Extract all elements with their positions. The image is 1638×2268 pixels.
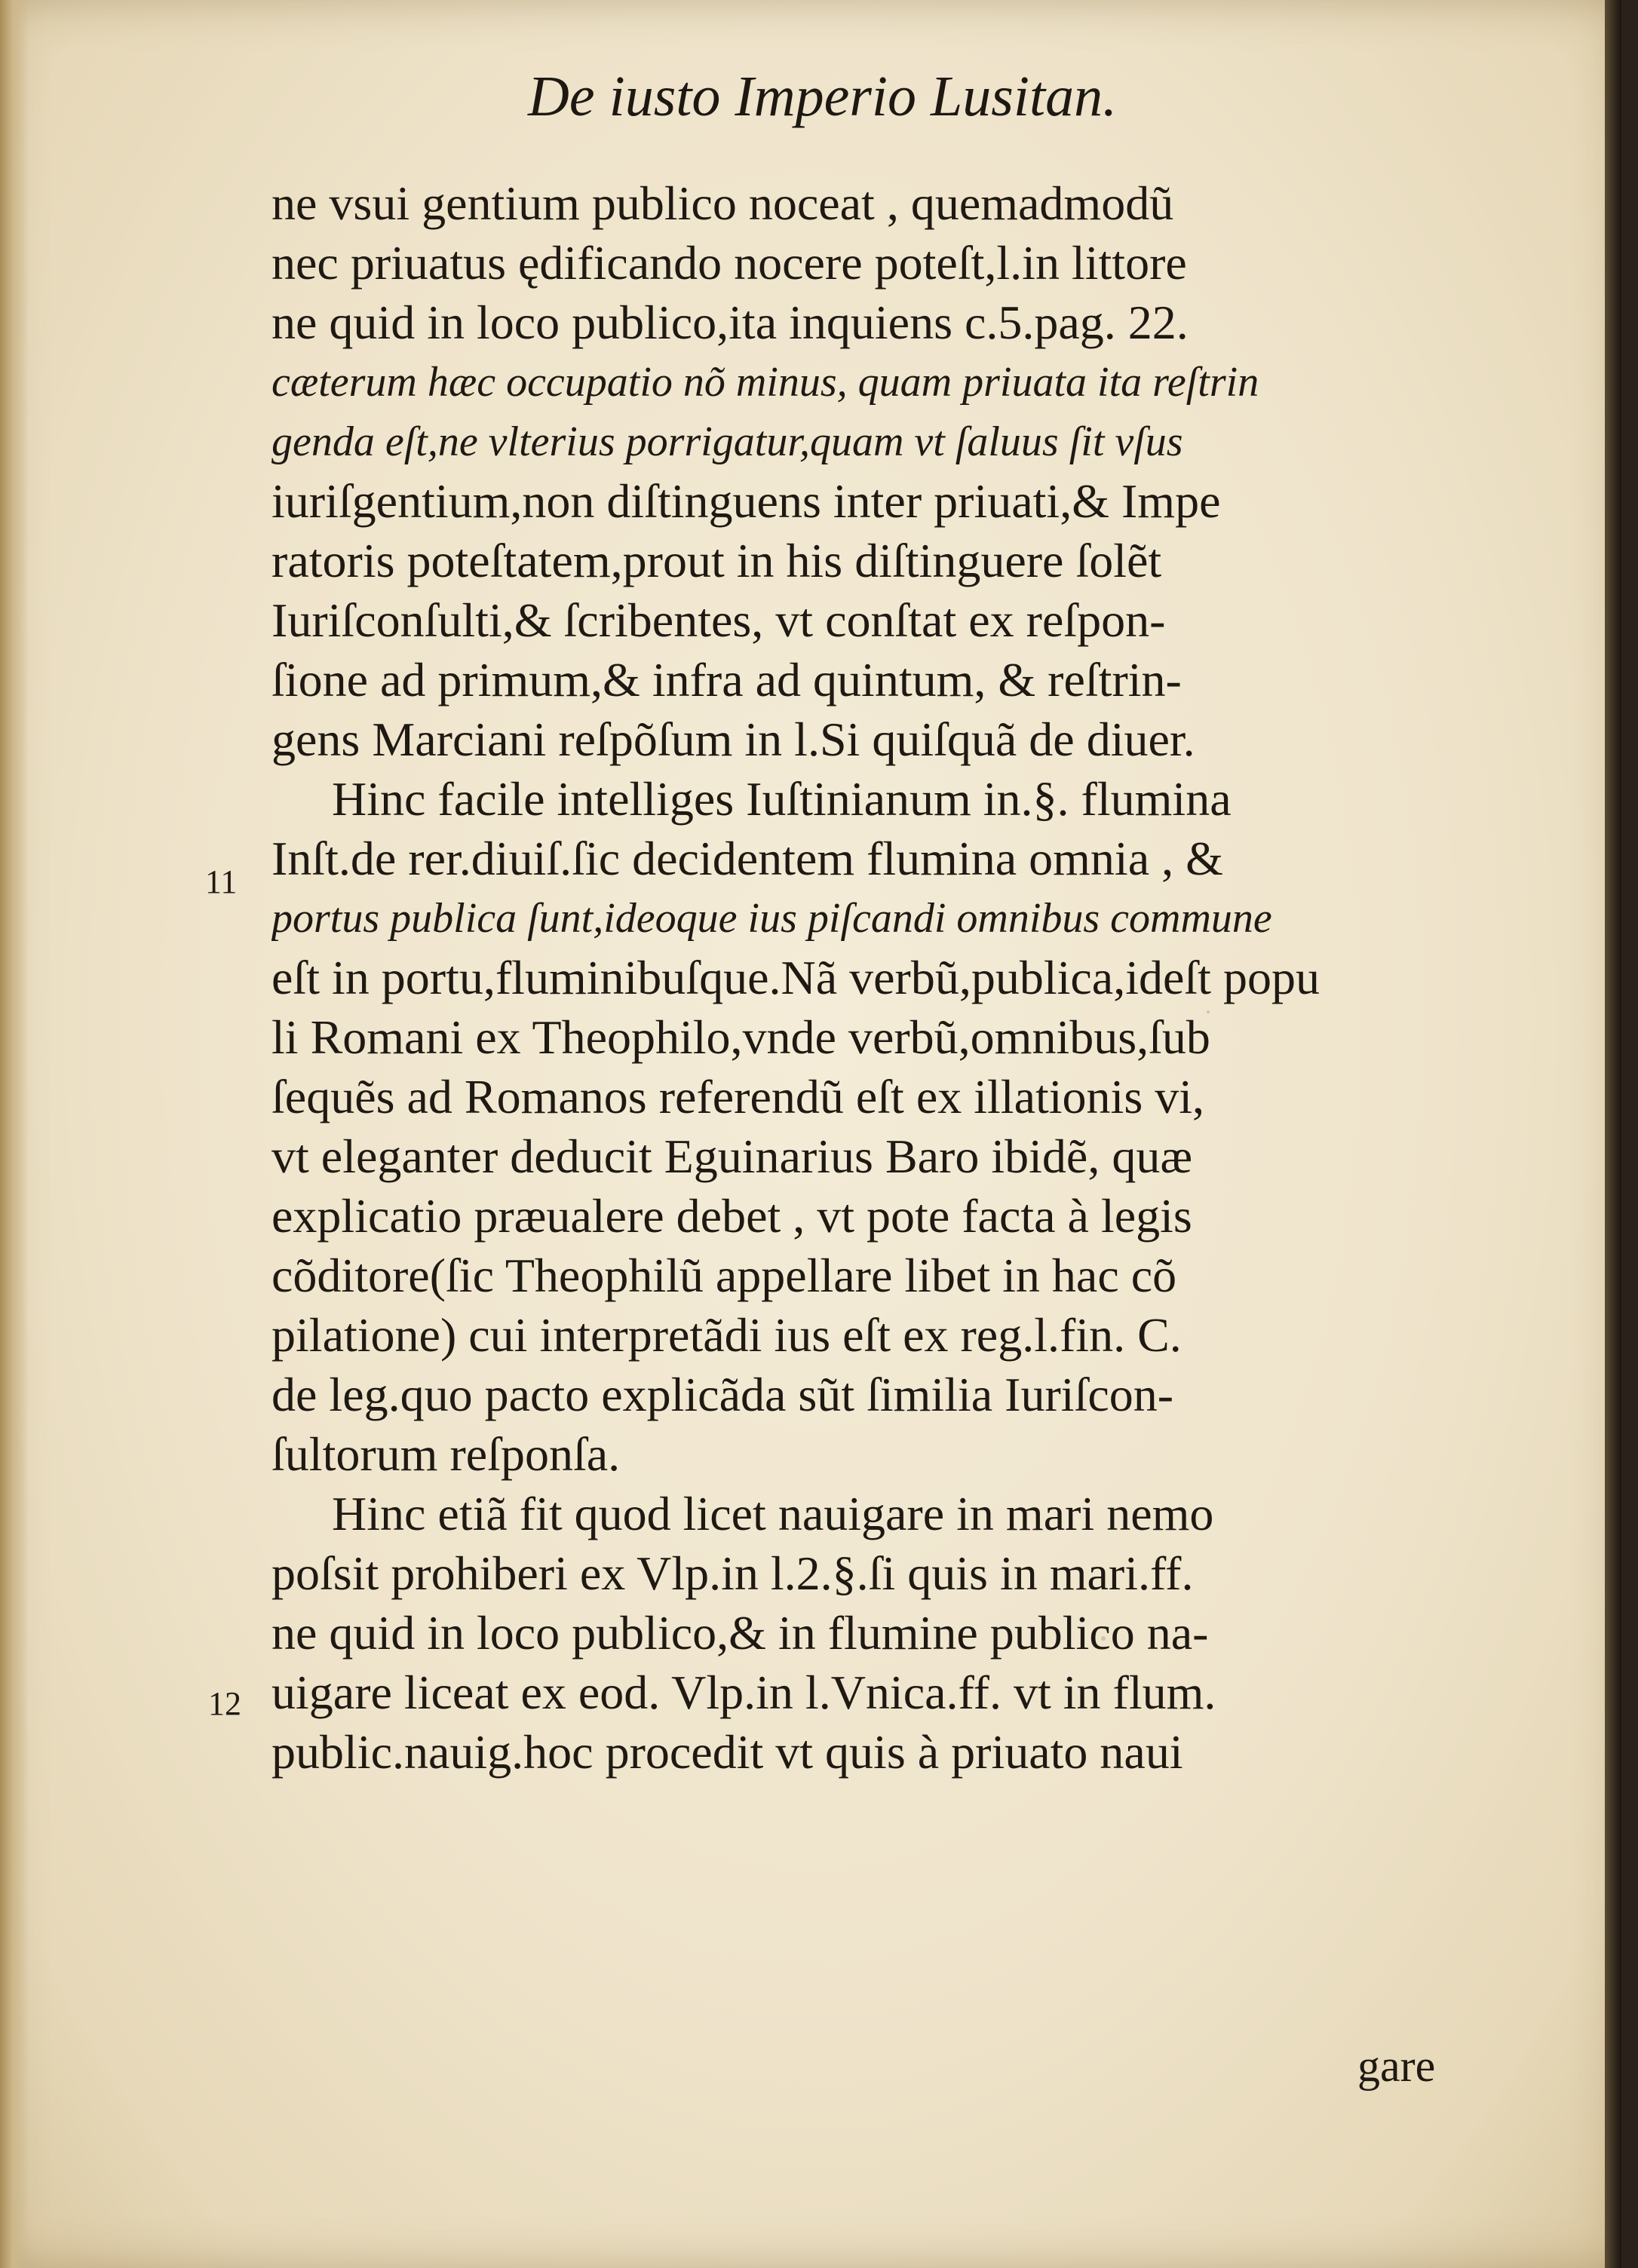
text-line: ratoris poteſtatem,prout in his diſtinguere ſolẽt <box>271 534 1162 587</box>
text-line: Hinc facile intelliges Iuſtinianum in.§. flumina <box>332 772 1232 826</box>
paper-speck <box>1101 1636 1106 1641</box>
text-line: portus publica ſunt,ideoque ius piſcandi omnibus commune <box>271 895 1272 942</box>
text-line: Hinc etiã fit quod licet nauigare in mari nemo <box>332 1487 1214 1540</box>
text-line: ſequẽs ad Romanos referendũ eſt ex illationis vi, <box>271 1070 1204 1123</box>
marginal-number-11: 11 <box>205 863 238 900</box>
text-line: iuriſgentium,non diſtinguens inter priuati,& Impe <box>271 474 1221 528</box>
text-line: gens Marciani reſpõſum in l.Si quiſquã de diuer. <box>271 713 1195 766</box>
page-edge <box>1605 0 1621 2268</box>
text-line: poſsit prohiberi ex Vlp.in l.2.§.ſi quis in mari.ff. <box>271 1546 1194 1600</box>
text-line: Inſt.de rer.diuiſ.ſic decidentem flumina omnia , & <box>271 832 1223 885</box>
text-line: ſione ad primum,& infra ad quintum, & reſtrin- <box>271 653 1182 706</box>
paper-speck <box>1207 1010 1210 1013</box>
text-line: Iuriſconſulti,& ſcribentes, vt conſtat ex reſpon- <box>271 593 1166 647</box>
text-line: uigare liceat ex eod. Vlp.in l.Vnica.ff. vt in flum. <box>271 1666 1216 1719</box>
text-line: public.nauig.hoc procedit vt quis à priuato naui <box>271 1725 1183 1779</box>
text-line: ſultorum reſponſa. <box>271 1427 621 1481</box>
text-line: de leg.quo pacto explicãda sũt ſimilia Iuriſcon- <box>271 1368 1174 1421</box>
text-line: eſt in portu,fluminibuſque.Nã verbũ,publica,ideſt popu <box>271 951 1320 1004</box>
text-line: ne quid in loco publico,ita inquiens c.5.pag. 22. <box>271 296 1189 349</box>
text-line: ne vsui gentium publico noceat , quemadmodũ <box>271 176 1174 230</box>
text-line: cæterum hæc occupatio nõ minus, quam priuata ita reſtrin <box>271 359 1259 406</box>
text-line: li Romani ex Theophilo,vnde verbũ,omnibus,ſub <box>271 1010 1210 1064</box>
running-title: De iusto Imperio Lusitan. <box>528 65 1118 128</box>
text-line: pilatione) cui interpretãdi ius eſt ex reg.l.fin. C. <box>271 1308 1182 1362</box>
text-line: cõditore(ſic Theophilũ appellare libet in hac cõ <box>271 1249 1177 1302</box>
text-line: ne quid in loco publico,& in flumine publico na- <box>271 1606 1209 1660</box>
binding-gutter <box>0 0 29 2268</box>
text-line: vt eleganter deducit Eguinarius Baro ibidẽ, quæ <box>271 1129 1192 1183</box>
catchword: gare <box>1357 2041 1436 2091</box>
text-line: explicatio præualere debet , vt pote facta à legis <box>271 1189 1192 1243</box>
text-line: nec priuatus ędificando nocere poteſt,l.in littore <box>271 236 1187 290</box>
marginal-number-12: 12 <box>208 1685 241 1722</box>
paper-speck <box>814 90 818 94</box>
text-line: genda eſt,ne vlterius porrigatur,quam vt ſaluus ſit vſus <box>271 418 1183 465</box>
